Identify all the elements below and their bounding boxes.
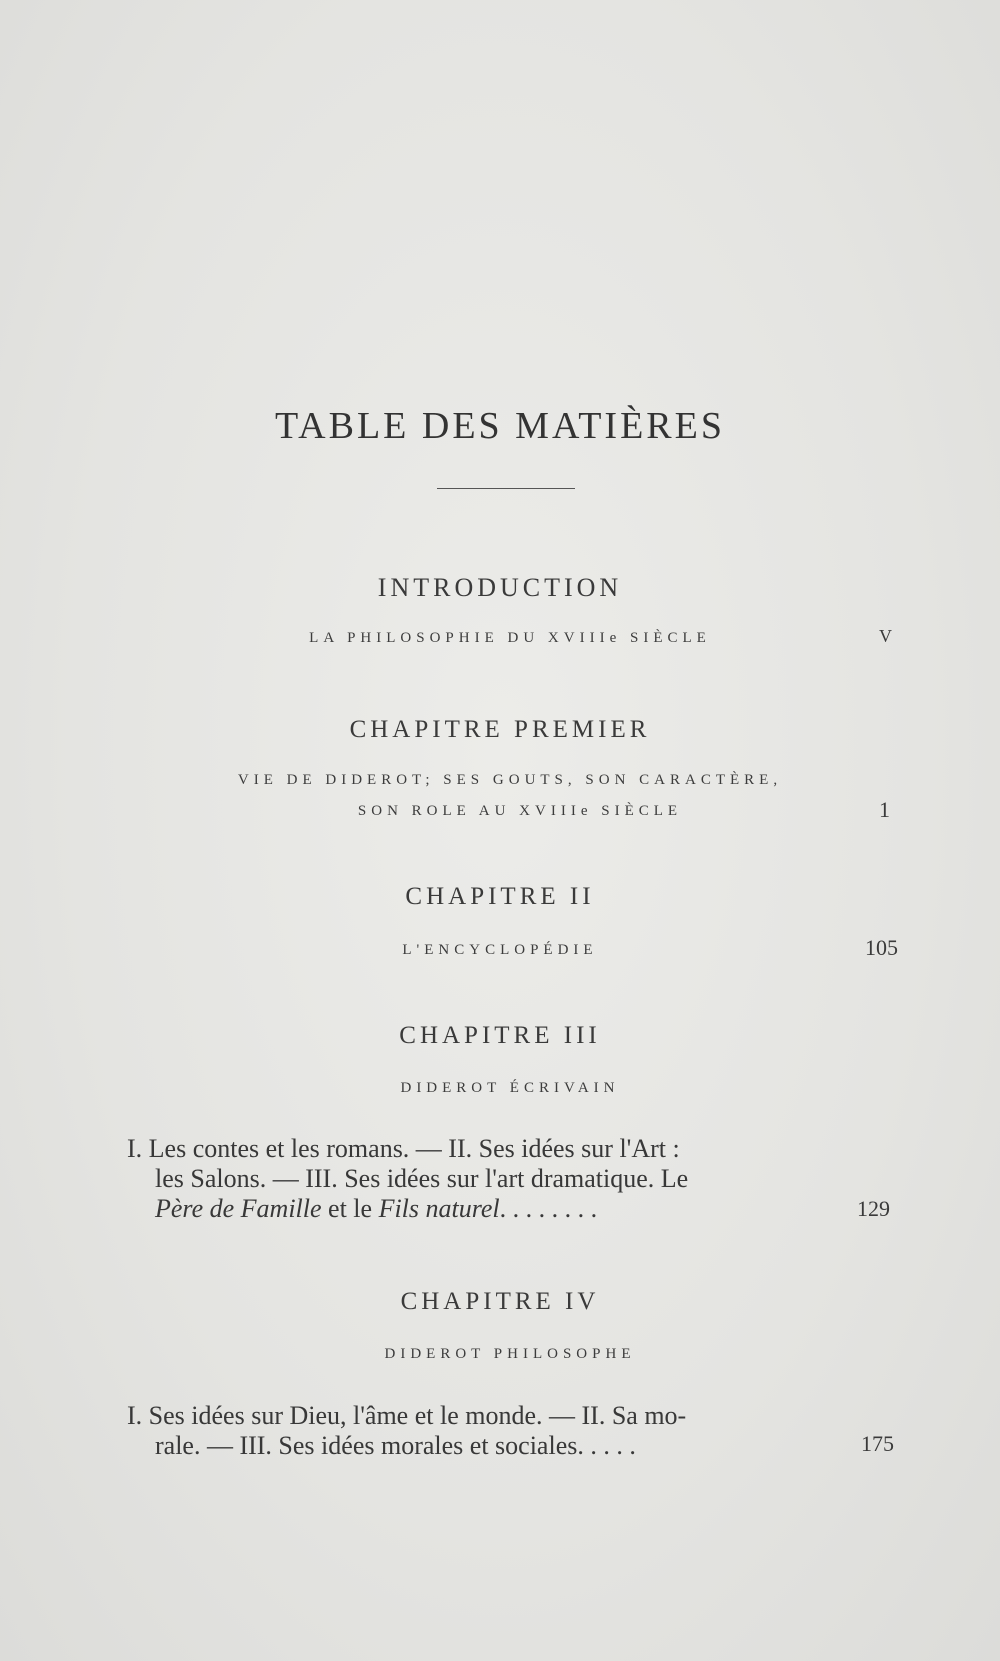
section-subtitle-chapitre-premier-line1: VIE DE DIDEROT; SES GOUTS, SON CARACTÈRE,	[237, 772, 783, 788]
conjunction-text: et le	[321, 1194, 379, 1223]
section-subtitle-chapitre-iii: DIDEROT ÉCRIVAIN	[400, 1080, 620, 1096]
page-number-chapitre-iv: 175	[861, 1431, 894, 1456]
section-heading-chapitre-iv: CHAPITRE IV	[400, 1288, 600, 1315]
section-subtitle-chapitre-premier-line2: SON ROLE AU XVIIIe SIÈCLE	[357, 803, 683, 819]
page-number-chapitre-iii: 129	[857, 1196, 890, 1221]
section-subtitle-chapitre-ii: L'ENCYCLOPÉDIE	[402, 942, 598, 958]
section-subtitle-chapitre-iv: DIDEROT PHILOSOPHE	[384, 1346, 636, 1362]
page-title: TABLE DES MATIÈRES	[275, 405, 725, 447]
chapitre-iii-summary	[127, 1134, 817, 1224]
chapitre-iii-summary-line2: les Salons. — III. Ses idées sur l'art dramatique. Le	[155, 1164, 689, 1193]
section-subtitle-introduction: LA PHILOSOPHIE DU XVIIIe SIÈCLE	[309, 630, 711, 646]
chapitre-iii-summary-line3	[127, 1194, 817, 1224]
section-heading-chapitre-iii: CHAPITRE III	[399, 1022, 601, 1049]
book-title-pere-de-famille: Père de Famille	[155, 1194, 322, 1223]
chapitre-iv-summary-line1: I. Ses idées sur Dieu, l'âme et le monde. — II. Sa mo-	[127, 1401, 687, 1430]
chapitre-iii-summary-line1: I. Les contes et les romans. — II. Ses idées sur l'Art :	[127, 1134, 680, 1163]
chapitre-iv-summary-line2: rale. — III. Ses idées morales et sociales. . . . .	[155, 1431, 636, 1460]
title-divider	[437, 488, 575, 489]
section-heading-chapitre-ii: CHAPITRE II	[405, 883, 595, 910]
section-heading-chapitre-premier: CHAPITRE PREMIER	[349, 716, 651, 743]
page-number-chapitre-premier: 1	[879, 797, 890, 822]
section-heading-introduction: INTRODUCTION	[377, 573, 623, 602]
book-title-fils-naturel: Fils naturel	[378, 1194, 500, 1223]
page-number-chapitre-ii: 105	[865, 935, 898, 960]
page-number-introduction: V	[879, 626, 892, 646]
leader-dots: . . . . . . . .	[499, 1194, 598, 1223]
chapitre-iv-summary	[127, 1401, 817, 1461]
